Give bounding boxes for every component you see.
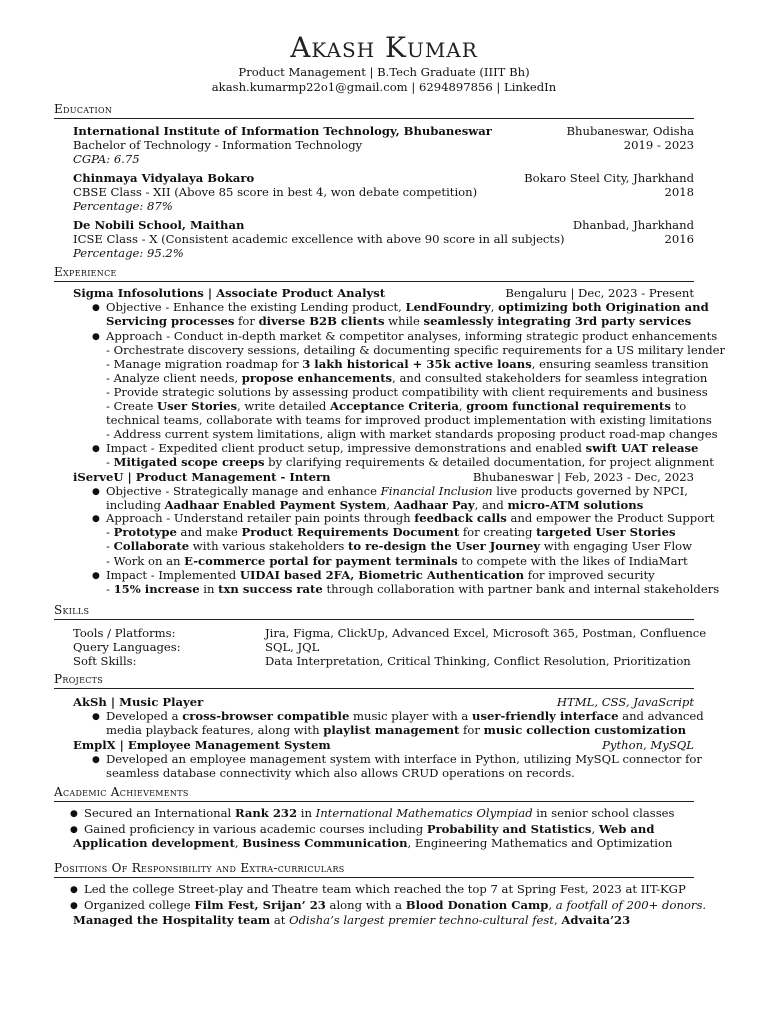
bullet-icon: ● bbox=[92, 487, 100, 497]
project-name: AkSh | Music Player bbox=[73, 695, 204, 709]
text-segment: Aadhaar Enabled Payment System bbox=[164, 498, 387, 512]
text-line bbox=[84, 822, 654, 836]
job-header bbox=[73, 286, 694, 301]
text-segment: Impact - Implemented bbox=[106, 568, 240, 582]
degree: ICSE Class - X (Consistent academic excellence with above 90 score in all subjects) bbox=[73, 232, 565, 246]
text-segment: in bbox=[199, 582, 219, 596]
text-segment: Film Fest, Srijan’ 23 bbox=[194, 898, 326, 912]
text-line bbox=[106, 723, 686, 737]
text-segment: for creating bbox=[459, 525, 537, 539]
text-line bbox=[106, 357, 709, 371]
bullet-icon: ● bbox=[92, 514, 100, 524]
text-segment: propose enhancements bbox=[241, 371, 393, 385]
bullet-icon: ● bbox=[92, 444, 100, 454]
text-segment: media playback features, along with bbox=[106, 723, 324, 737]
degree: CBSE Class - XII (Above 85 score in best 4, won debate competition) bbox=[73, 185, 478, 199]
section-divider bbox=[54, 118, 694, 119]
bullet-icon: ● bbox=[92, 712, 100, 722]
text-segment: User Stories bbox=[157, 399, 238, 413]
section-divider bbox=[54, 619, 694, 620]
text-segment: by clarifying requirements & detailed documentation, for project alignment bbox=[264, 455, 714, 469]
bullet-icon: ● bbox=[92, 755, 100, 765]
text-segment: groom functional requirements bbox=[466, 399, 671, 413]
text-line bbox=[106, 455, 714, 469]
tagline: Product Management | B.Tech Graduate (IIIT Bh) bbox=[238, 65, 530, 79]
text-segment: to compete with the likes of IndiaMart bbox=[457, 554, 688, 568]
text-segment: Application development bbox=[73, 836, 235, 850]
text-segment: including bbox=[106, 498, 165, 512]
school-name: International Institute of Information Technology, Bhubaneswar bbox=[73, 124, 492, 138]
text-segment: Developed an employee management system with interface in Python, utilizing MySQL connector for bbox=[106, 752, 702, 766]
text-line bbox=[73, 836, 672, 850]
text-segment: - Manage migration roadmap for bbox=[106, 357, 303, 371]
text-line bbox=[106, 554, 688, 568]
text-segment: with various stakeholders bbox=[189, 539, 349, 553]
text-segment: International Mathematics Olympiad bbox=[315, 806, 533, 820]
text-segment: technical teams, collaborate with teams for improved product implementation with existing limitations bbox=[106, 413, 712, 427]
section-divider bbox=[54, 877, 694, 878]
text-segment: , bbox=[458, 399, 467, 413]
bullet-icon: ● bbox=[92, 303, 100, 313]
linkedin-link[interactable]: LinkedIn bbox=[504, 80, 557, 94]
text-line bbox=[106, 511, 714, 525]
text-segment: micro-ATM solutions bbox=[507, 498, 644, 512]
bullet-icon: ● bbox=[70, 825, 78, 835]
achievements-section-title: Academic Achievements bbox=[54, 785, 189, 799]
job-header bbox=[73, 470, 694, 485]
school-name: Chinmaya Vidyalaya Bokaro bbox=[73, 171, 255, 185]
text-segment: Approach - Understand retailer pain points through bbox=[106, 511, 415, 525]
text-segment: through collaboration with partner bank and internal stakeholders bbox=[322, 582, 720, 596]
text-segment: txn success rate bbox=[218, 582, 323, 596]
text-line bbox=[73, 913, 630, 927]
text-segment: , and consulted stakeholders for seamless integration bbox=[392, 371, 708, 385]
email-link[interactable]: akash.kumarmp22o1@gmail.com bbox=[211, 80, 408, 94]
text-segment: Web and bbox=[598, 822, 655, 836]
dates: 2016 bbox=[664, 232, 694, 246]
text-segment: Advaita’23 bbox=[561, 913, 631, 927]
text-segment: seamlessly integrating 3rd party services bbox=[423, 314, 692, 328]
text-segment: - Orchestrate discovery sessions, detailing & documenting specific requirements for a US military lender bbox=[106, 343, 726, 357]
text-segment: for improved security bbox=[524, 568, 655, 582]
bullet-icon: ● bbox=[70, 809, 78, 819]
text-segment: Business Communication bbox=[242, 836, 408, 850]
text-segment: Gained proficiency in various academic courses including bbox=[84, 822, 427, 836]
text-segment: , ensuring seamless transition bbox=[531, 357, 709, 371]
text-segment: - Work on an bbox=[106, 554, 185, 568]
text-segment: swift UAT release bbox=[585, 441, 699, 455]
text-segment: 15% increase bbox=[113, 582, 200, 596]
contact-separator: | bbox=[496, 80, 504, 94]
text-segment: while bbox=[384, 314, 424, 328]
text-line bbox=[106, 385, 708, 399]
text-segment: - bbox=[106, 455, 114, 469]
bullet-icon: ● bbox=[92, 332, 100, 342]
text-segment: , and bbox=[474, 498, 508, 512]
education-entry-detail bbox=[73, 232, 694, 247]
school-name: De Nobili School, Maithan bbox=[73, 218, 245, 232]
text-segment: along with a bbox=[325, 898, 406, 912]
school-location: Dhanbad, Jharkhand bbox=[572, 218, 694, 232]
text-segment: , bbox=[490, 300, 499, 314]
text-segment: to re-design the User Journey bbox=[348, 539, 541, 553]
text-line bbox=[106, 539, 692, 553]
text-segment: Secured an International bbox=[84, 806, 235, 820]
text-segment: - bbox=[106, 539, 114, 553]
text-segment: cross-browser compatible bbox=[182, 709, 350, 723]
text-segment: playlist management bbox=[323, 723, 460, 737]
education-section-title: Education bbox=[54, 102, 113, 116]
text-segment: Odisha’s largest premier techno-cultural fest bbox=[289, 913, 554, 927]
text-segment: - Provide strategic solutions by assessing product compatibility with client requirements and business bbox=[106, 385, 708, 399]
text-segment: for bbox=[234, 314, 259, 328]
project-tech: Python, MySQL bbox=[602, 738, 694, 752]
text-segment: , bbox=[386, 498, 394, 512]
education-entry bbox=[73, 124, 694, 139]
text-segment: optimizing both Origination and bbox=[498, 300, 709, 314]
text-segment: a footfall of 200+ donors. bbox=[555, 898, 707, 912]
project-name: EmplX | Employee Management System bbox=[73, 738, 331, 752]
education-entry bbox=[73, 218, 694, 233]
text-segment: user-friendly interface bbox=[472, 709, 619, 723]
text-line bbox=[106, 329, 717, 343]
text-line bbox=[106, 709, 704, 723]
project-header bbox=[73, 738, 694, 753]
text-line bbox=[106, 427, 718, 441]
section-divider bbox=[54, 801, 694, 802]
text-segment: for bbox=[459, 723, 484, 737]
text-line bbox=[106, 582, 719, 596]
projects-section-title: Projects bbox=[54, 672, 104, 686]
skill-label: Query Languages: bbox=[73, 640, 181, 654]
text-line bbox=[106, 484, 688, 498]
dates: 2019 - 2023 bbox=[623, 138, 694, 152]
text-segment: Prototype bbox=[113, 525, 177, 539]
text-segment: Servicing processes bbox=[106, 314, 235, 328]
text-line bbox=[84, 806, 674, 820]
text-segment: and advanced bbox=[618, 709, 704, 723]
skill-label: Tools / Platforms: bbox=[73, 626, 176, 640]
project-tech: HTML, CSS, JavaScript bbox=[556, 695, 694, 709]
text-segment: seamless database connectivity which also allows CRUD operations on records. bbox=[106, 766, 575, 780]
text-line bbox=[106, 371, 707, 385]
text-segment: diverse B2B clients bbox=[258, 314, 385, 328]
skills-section-title: Skills bbox=[54, 603, 90, 617]
text-segment: E-commerce portal for payment terminals bbox=[184, 554, 458, 568]
text-segment: at bbox=[270, 913, 290, 927]
text-segment: , bbox=[554, 913, 562, 927]
skill-value: SQL, JQL bbox=[265, 640, 320, 654]
text-segment: , Engineering Mathematics and Optimization bbox=[407, 836, 673, 850]
text-line bbox=[106, 300, 709, 314]
text-segment: targeted User Stories bbox=[536, 525, 676, 539]
text-segment: - bbox=[106, 582, 114, 596]
text-segment: - bbox=[106, 525, 114, 539]
text-segment: Organized college bbox=[84, 898, 195, 912]
bullet-icon: ● bbox=[70, 901, 78, 911]
score: CGPA: 6.75 bbox=[73, 152, 140, 166]
skill-value: Data Interpretation, Critical Thinking, Conflict Resolution, Prioritization bbox=[265, 654, 691, 668]
text-segment: Approach - Conduct in-depth market & competitor analyses, informing strategic product enhancements bbox=[106, 329, 718, 343]
text-segment: Probability and Statistics bbox=[426, 822, 592, 836]
text-segment: with engaging User Flow bbox=[540, 539, 693, 553]
text-segment: Managed the Hospitality team bbox=[73, 913, 271, 927]
text-line bbox=[106, 766, 575, 780]
text-segment: , bbox=[591, 822, 599, 836]
job-meta: Bengaluru | Dec, 2023 - Present bbox=[505, 286, 694, 300]
text-segment: , bbox=[234, 836, 243, 850]
text-segment: Mitigated scope creeps bbox=[113, 455, 265, 469]
job-meta: Bhubaneswar | Feb, 2023 - Dec, 2023 bbox=[472, 470, 694, 484]
education-entry-detail bbox=[73, 138, 694, 153]
skill-label: Soft Skills: bbox=[73, 654, 137, 668]
degree: Bachelor of Technology - Information Technology bbox=[73, 138, 363, 152]
text-line bbox=[106, 568, 655, 582]
text-segment: and empower the Product Support bbox=[506, 511, 715, 525]
text-segment: , write detailed bbox=[237, 399, 331, 413]
text-segment: Blood Donation Camp bbox=[405, 898, 549, 912]
text-segment: LendFoundry bbox=[405, 300, 491, 314]
education-entry bbox=[73, 171, 694, 186]
contact-line bbox=[0, 80, 768, 94]
text-segment: live products governed by NPCI, bbox=[492, 484, 688, 498]
text-segment: Led the college Street-play and Theatre team which reached the top 7 at Spring Fest, 2023 at IIT-KGP bbox=[84, 882, 686, 896]
text-segment: - Create bbox=[106, 399, 157, 413]
experience-section-title: Experience bbox=[54, 265, 117, 279]
text-segment: Financial Inclusion bbox=[380, 484, 493, 498]
education-score-row bbox=[73, 152, 694, 167]
text-segment: Product Requirements Document bbox=[241, 525, 460, 539]
text-segment: - Address current system limitations, align with market standards proposing product road-map changes bbox=[106, 427, 718, 441]
text-segment: - Analyze client needs, bbox=[106, 371, 242, 385]
positions-section-title: Positions Of Responsibility and Extra-curriculars bbox=[54, 861, 345, 875]
text-line bbox=[106, 441, 698, 455]
score: Percentage: 95.2% bbox=[73, 246, 184, 260]
phone-number: 6294897856 bbox=[418, 80, 493, 94]
text-segment: Objective - Enhance the existing Lending product, bbox=[106, 300, 406, 314]
text-line bbox=[84, 882, 686, 896]
contact-separator: | bbox=[411, 80, 419, 94]
text-segment: Rank 232 bbox=[234, 806, 298, 820]
text-line bbox=[106, 343, 725, 357]
text-segment: Impact - Expedited client product setup, impressive demonstrations and enabled bbox=[106, 441, 586, 455]
text-line bbox=[84, 898, 706, 912]
text-line bbox=[106, 525, 676, 539]
text-line bbox=[106, 413, 712, 427]
text-segment: 3 lakh historical + 35k active loans bbox=[302, 357, 532, 371]
text-segment: to bbox=[670, 399, 687, 413]
text-segment: in bbox=[297, 806, 316, 820]
text-segment: music collection customization bbox=[483, 723, 687, 737]
score: Percentage: 87% bbox=[73, 199, 173, 213]
dates: 2018 bbox=[664, 185, 694, 199]
text-segment: Objective - Strategically manage and enhance bbox=[106, 484, 381, 498]
skill-value: Jira, Figma, ClickUp, Advanced Excel, Microsoft 365, Postman, Confluence bbox=[265, 626, 707, 640]
candidate-name: Akash Kumar bbox=[290, 31, 478, 64]
text-segment: , bbox=[548, 898, 556, 912]
job-title: Sigma Infosolutions | Associate Product Analyst bbox=[73, 286, 386, 300]
text-segment: Developed a bbox=[106, 709, 183, 723]
text-segment: and make bbox=[176, 525, 242, 539]
job-title: iServeU | Product Management - Intern bbox=[73, 470, 331, 484]
text-segment: music player with a bbox=[349, 709, 473, 723]
text-segment: Aadhaar Pay bbox=[393, 498, 475, 512]
bullet-icon: ● bbox=[70, 885, 78, 895]
text-line bbox=[106, 399, 686, 413]
section-divider bbox=[54, 688, 694, 689]
text-segment: feedback calls bbox=[414, 511, 507, 525]
education-score-row bbox=[73, 199, 694, 214]
education-score-row bbox=[73, 246, 694, 261]
education-entry-detail bbox=[73, 185, 694, 200]
bullet-icon: ● bbox=[92, 571, 100, 581]
text-segment: Acceptance Criteria bbox=[330, 399, 459, 413]
text-segment: in senior school classes bbox=[532, 806, 675, 820]
school-location: Bokaro Steel City, Jharkhand bbox=[524, 171, 694, 185]
project-header bbox=[73, 695, 694, 710]
section-divider bbox=[54, 281, 694, 282]
text-line bbox=[106, 752, 702, 766]
school-location: Bhubaneswar, Odisha bbox=[566, 124, 694, 138]
text-line bbox=[106, 314, 691, 328]
text-segment: Collaborate bbox=[113, 539, 190, 553]
text-segment: UIDAI based 2FA, Biometric Authentication bbox=[239, 568, 525, 582]
